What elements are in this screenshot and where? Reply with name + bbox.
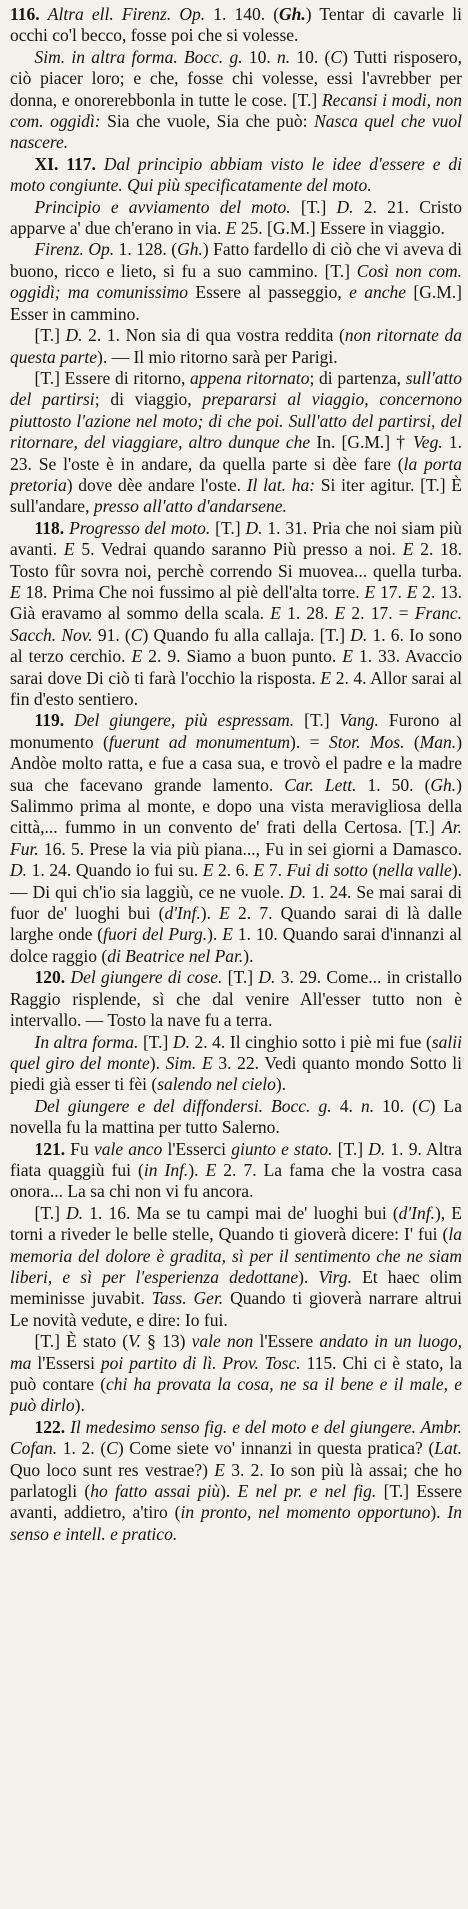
entry-paragraph: 121. Fu vale anco l'Esserci giunto e stato. [T.] D. 1. 9. Altra fiata quaggiù fui (in Inf.). E 2. 7. La fama che la vostra casa onora... La sa chi non vi fu ancora.: [10, 1138, 463, 1202]
entry-paragraph: [T.] D. 1. 16. Ma se tu campi mai de' luoghi bui (d'Inf.), E torni a riveder le belle stelle, Quando ti gioverà dicere: I' fui (la memoria del dolore è gradita, sì per il sentimento che ne siam liberi, e sì per l'esperienza dedottane). Virg. Et haec olim meminisse juvabit. Tass. Ger. Quando ti gioverà narrare altrui Le novità vedute, e dire: Io fui.: [10, 1202, 463, 1330]
entry-paragraph: 120. Del giungere di cose. [T.] D. 3. 29. Come... in cristallo Raggio risplende, sì che dal venire All'esser tutto non è intervallo. — Tosto la nave fu a terra.: [10, 967, 462, 1031]
entry-paragraph: Del giungere e del diffondersi. Bocc. g. 4. n. 10. (C) La novella fu la mattina per tutto Salerno.: [10, 1095, 463, 1138]
entry-paragraph: XI. 117. Dal principio abbiam visto le idee d'essere e di moto congiunte. Qui più specificatamente del moto.: [10, 153, 463, 196]
entry-paragraph: Principio e avviamento del moto. [T.] D. 2. 21. Cristo apparve a' due ch'erano in via. E 25. [G.M.] Essere in viaggio.: [10, 196, 462, 239]
entry-paragraph: 116. Altra ell. Firenz. Op. 1. 140. (Gh.) Tentar di cavarle li occhi co'l becco, fosse poi che si volesse.: [10, 4, 463, 46]
entry-paragraph: Firenz. Op. 1. 128. (Gh.) Fatto fardello di ciò che vi aveva di buono, ricco e lieto, si fu a suo cammino. [T.] Così non com. oggidì; ma comunissimo Essere al passeggio, e anche [G.M.] Esser in cammino.: [10, 239, 462, 324]
entry-paragraph: 118. Progresso del moto. [T.] D. 1. 31. Pria che noi siam più avanti. E 5. Vedrai quando saranno Più presso a noi. E 2. 18. Tosto fûr sovra noi, perchè correndo Si muovea... quella turba. E 18. Prima Che noi fussimo al piè dell'alta torre. E 17. E 2. 13. Già eravamo al sommo della scala. E 1. 28. E 2. 17. = Franc. Sacch. Nov. 91. (C) Quando fu alla callaja. [T.] D. 1. 6. Io sono al terzo cerchio. E 2. 9. Siamo a buon punto. E 1. 33. Avaccio sarai dove Di ciò ti farà l'occhio la risposta. E 2. 4. Allor sarai al fin d'esto sentiero.: [10, 517, 463, 709]
entry-paragraph: [T.] È stato (V. § 13) vale non l'Essere andato in un luogo, ma l'Essersi poi partito di lì. Prov. Tosc. 115. Chi ci è stato, la può contare (chi ha provata la cosa, ne sa il bene e il male, e può dirlo).: [10, 1331, 463, 1416]
entry-paragraph: 122. Il medesimo senso fig. e del moto e del giungere. Ambr. Cofan. 1. 2. (C) Come siete vo' innanzi in questa pratica? (Lat. Quo loco sunt res vestrae?) E 3. 2. Io son più là assai; che ho parlatogli (ho fatto assai più). E nel pr. e nel fig. [T.] Essere avanti, addietro, a'tiro (in pronto, nel momento opportuno). In senso e intell. e pratico.: [10, 1416, 463, 1544]
entry-paragraph: [T.] D. 2. 1. Non sia di qua vostra reddita (non ritornate da questa parte). — Il mio ritorno sarà per Parigi.: [10, 325, 463, 367]
entry-paragraph: 119. Del giungere, più espressam. [T.] Vang. Furono al monumento (fuerunt ad monumentum). = Stor. Mos. (Man.) Andòe molto ratta, e fue a casa sua, e trovò el padre e la madre sua che facevano grande lamento. Car. Lett. 1. 50. (Gh.) Salimmo prima al monte, e dopo una vista meravigliosa della città,... fummo in un convento de' frati della Certosa. [T.] Ar. Fur. 16. 5. Prese la via più piana..., Fu in sei giorni a Damasco. D. 1. 24. Quando io fui su. E 2. 6. E 7. Fui di sotto (nella valle). — Di qui ch'io sia laggiù, ce ne vuole. D. 1. 24. Se mai sarai di fuor de' luoghi bui (d'Inf.). E 2. 7. Quando sarai di là dalle larghe onde (fuori del Purg.). E 1. 10. Quando sarai d'innanzi al dolce raggio (di Beatrice nel Par.).: [10, 710, 463, 966]
entry-paragraph: [T.] Essere di ritorno, appena ritornato; di partenza, sull'atto del partirsi; di viaggio, prepararsi al viaggio, concernono piuttosto l'azione nel moto; di che poi. Sull'atto del partirsi, del ritornare, del viaggiare, altro dunque che In. [G.M.] † Veg. 1. 23. Se l'oste è in andare, da quella parte si dèe fare (la porta pretoria) dove dèe andare l'oste. Il lat. ha: Si iter agitur. [T.] È sull'andare, presso all'atto d'andarsene.: [10, 367, 463, 517]
entry-paragraph: In altra forma. [T.] D. 2. 4. Il cinghio sotto i piè mi fue (salii quel giro del monte). Sim. E 3. 22. Vedi quanto mondo Sotto li piedi già esser ti fèi (salendo nel cielo).: [10, 1031, 462, 1095]
entry-paragraph: Sim. in altra forma. Bocc. g. 10. n. 10. (C) Tutti risposero, ciò piacer loro; e che, fosse chi volesse, essi l'avrebber per donna, e onorerebbonla in tutte le cose. [T.] Recansi i modi, non com. oggidì: Sia che vuole, Sia che può: Nasca quel che vuol nascere.: [10, 46, 463, 153]
